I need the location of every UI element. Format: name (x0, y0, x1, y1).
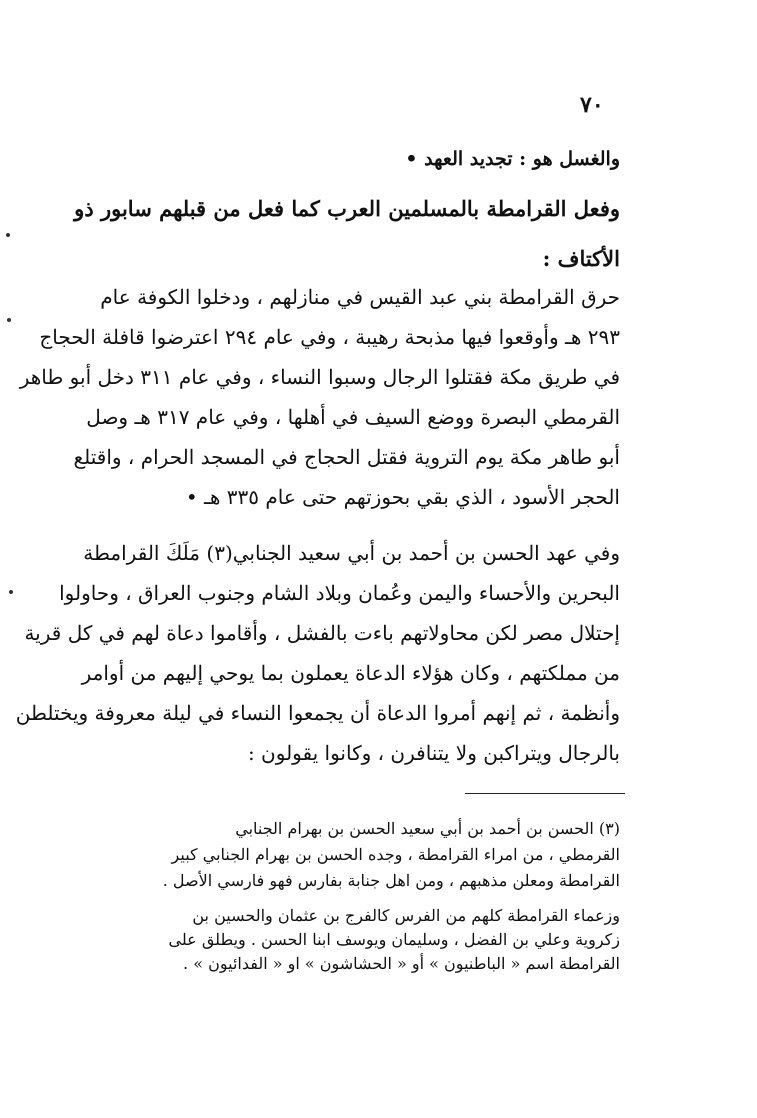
text-line: وأنظمة ، ثم إنهم أمروا الدعاة أن يجمعوا النساء في ليلة معروفة ويختلطن (15, 701, 620, 725)
text-line: البحرين والأحساء واليمن وعُمان وبلاد الشام وجنوب العراق ، وحاولوا (59, 581, 620, 605)
text-line: أبو طاهر مكة يوم التروية فقتل الحجاج في المسجد الحرام ، واقتلع (73, 445, 620, 469)
text-line: إحتلال مصر لكن محاولاتهم باءت بالفشل ، وأقاموا دعاة لهم في كل قرية (24, 621, 620, 645)
footnote-leaders (96, 904, 620, 976)
paragraph-history (19, 277, 620, 517)
text-line: القرمطي البصرة ووضع السيف في أهلها ، وفي عام ٣١٧ هـ وصل (86, 405, 620, 429)
text-line: حرق القرامطة بني عبد القيس في منازلهم ، ودخلوا الكوفة عام (100, 285, 620, 309)
intro-line (96, 143, 620, 175)
page-number: ٧٠ (580, 92, 604, 118)
footnote-3 (96, 816, 620, 894)
text-line: وفي عهد الحسن بن أحمد بن أبي سعيد الجنابي(٣) مَلَكَ القرامطة (83, 541, 620, 565)
paragraph-qaramita (74, 184, 620, 284)
text-line: وفعل القرامطة بالمسلمين العرب كما فعل من قبلهم سابور ذو (74, 196, 620, 221)
margin-mark (9, 590, 13, 594)
footnote-divider (465, 793, 625, 794)
paragraph-hasan (15, 533, 620, 773)
footnote-line: القرامطة اسم « الباطنيون » أو « الحشاشون » او « الفدائيون » . (183, 954, 620, 973)
text-line: بالرجال ويتراكبن ولا يتنافرن ، وكانوا يقولون : (247, 741, 620, 765)
footnote-line: (٣) الحسن بن أحمد بن أبي سعيد الحسن بن بهرام الجنابي (235, 819, 620, 838)
text-line: والغسل هو : تجديد العهد • (405, 148, 620, 170)
footnote-line: وزعماء القرامطة كلهم من الفرس كالفرج بن عثمان والحسين بن (192, 906, 620, 925)
footnote-line: زكروية وعلي بن الفضل ، وسليمان ويوسف ابنا الحسن . ويطلق على (168, 930, 620, 949)
footnote-line: القرمطي ، من امراء القرامطة ، وجده الحسن بن بهرام الجنابي كبير (171, 845, 620, 864)
text-line: ٢٩٣ هـ وأوقعوا فيها مذبحة رهيبة ، وفي عام ٢٩٤ اعترضوا قافلة الحجاج (39, 325, 620, 349)
text-line: الأكتاف : (542, 246, 620, 271)
text-line: الحجر الأسود ، الذي بقي بحوزتهم حتى عام ٣٣٥ هـ • (185, 485, 620, 509)
margin-mark (7, 318, 11, 322)
text-line: في طريق مكة فقتلوا الرجال وسبوا النساء ، وفي عام ٣١١ دخل أبو طاهر (19, 365, 620, 389)
text-line: من مملكتهم ، وكان هؤلاء الدعاة يعملون بما يوحي إليهم من أوامر (81, 661, 620, 685)
margin-mark (6, 233, 10, 237)
footnote-line: القرامطة ومعلن مذهبهم ، ومن اهل جنابة بفارس فهو فارسي الأصل . (162, 871, 620, 890)
